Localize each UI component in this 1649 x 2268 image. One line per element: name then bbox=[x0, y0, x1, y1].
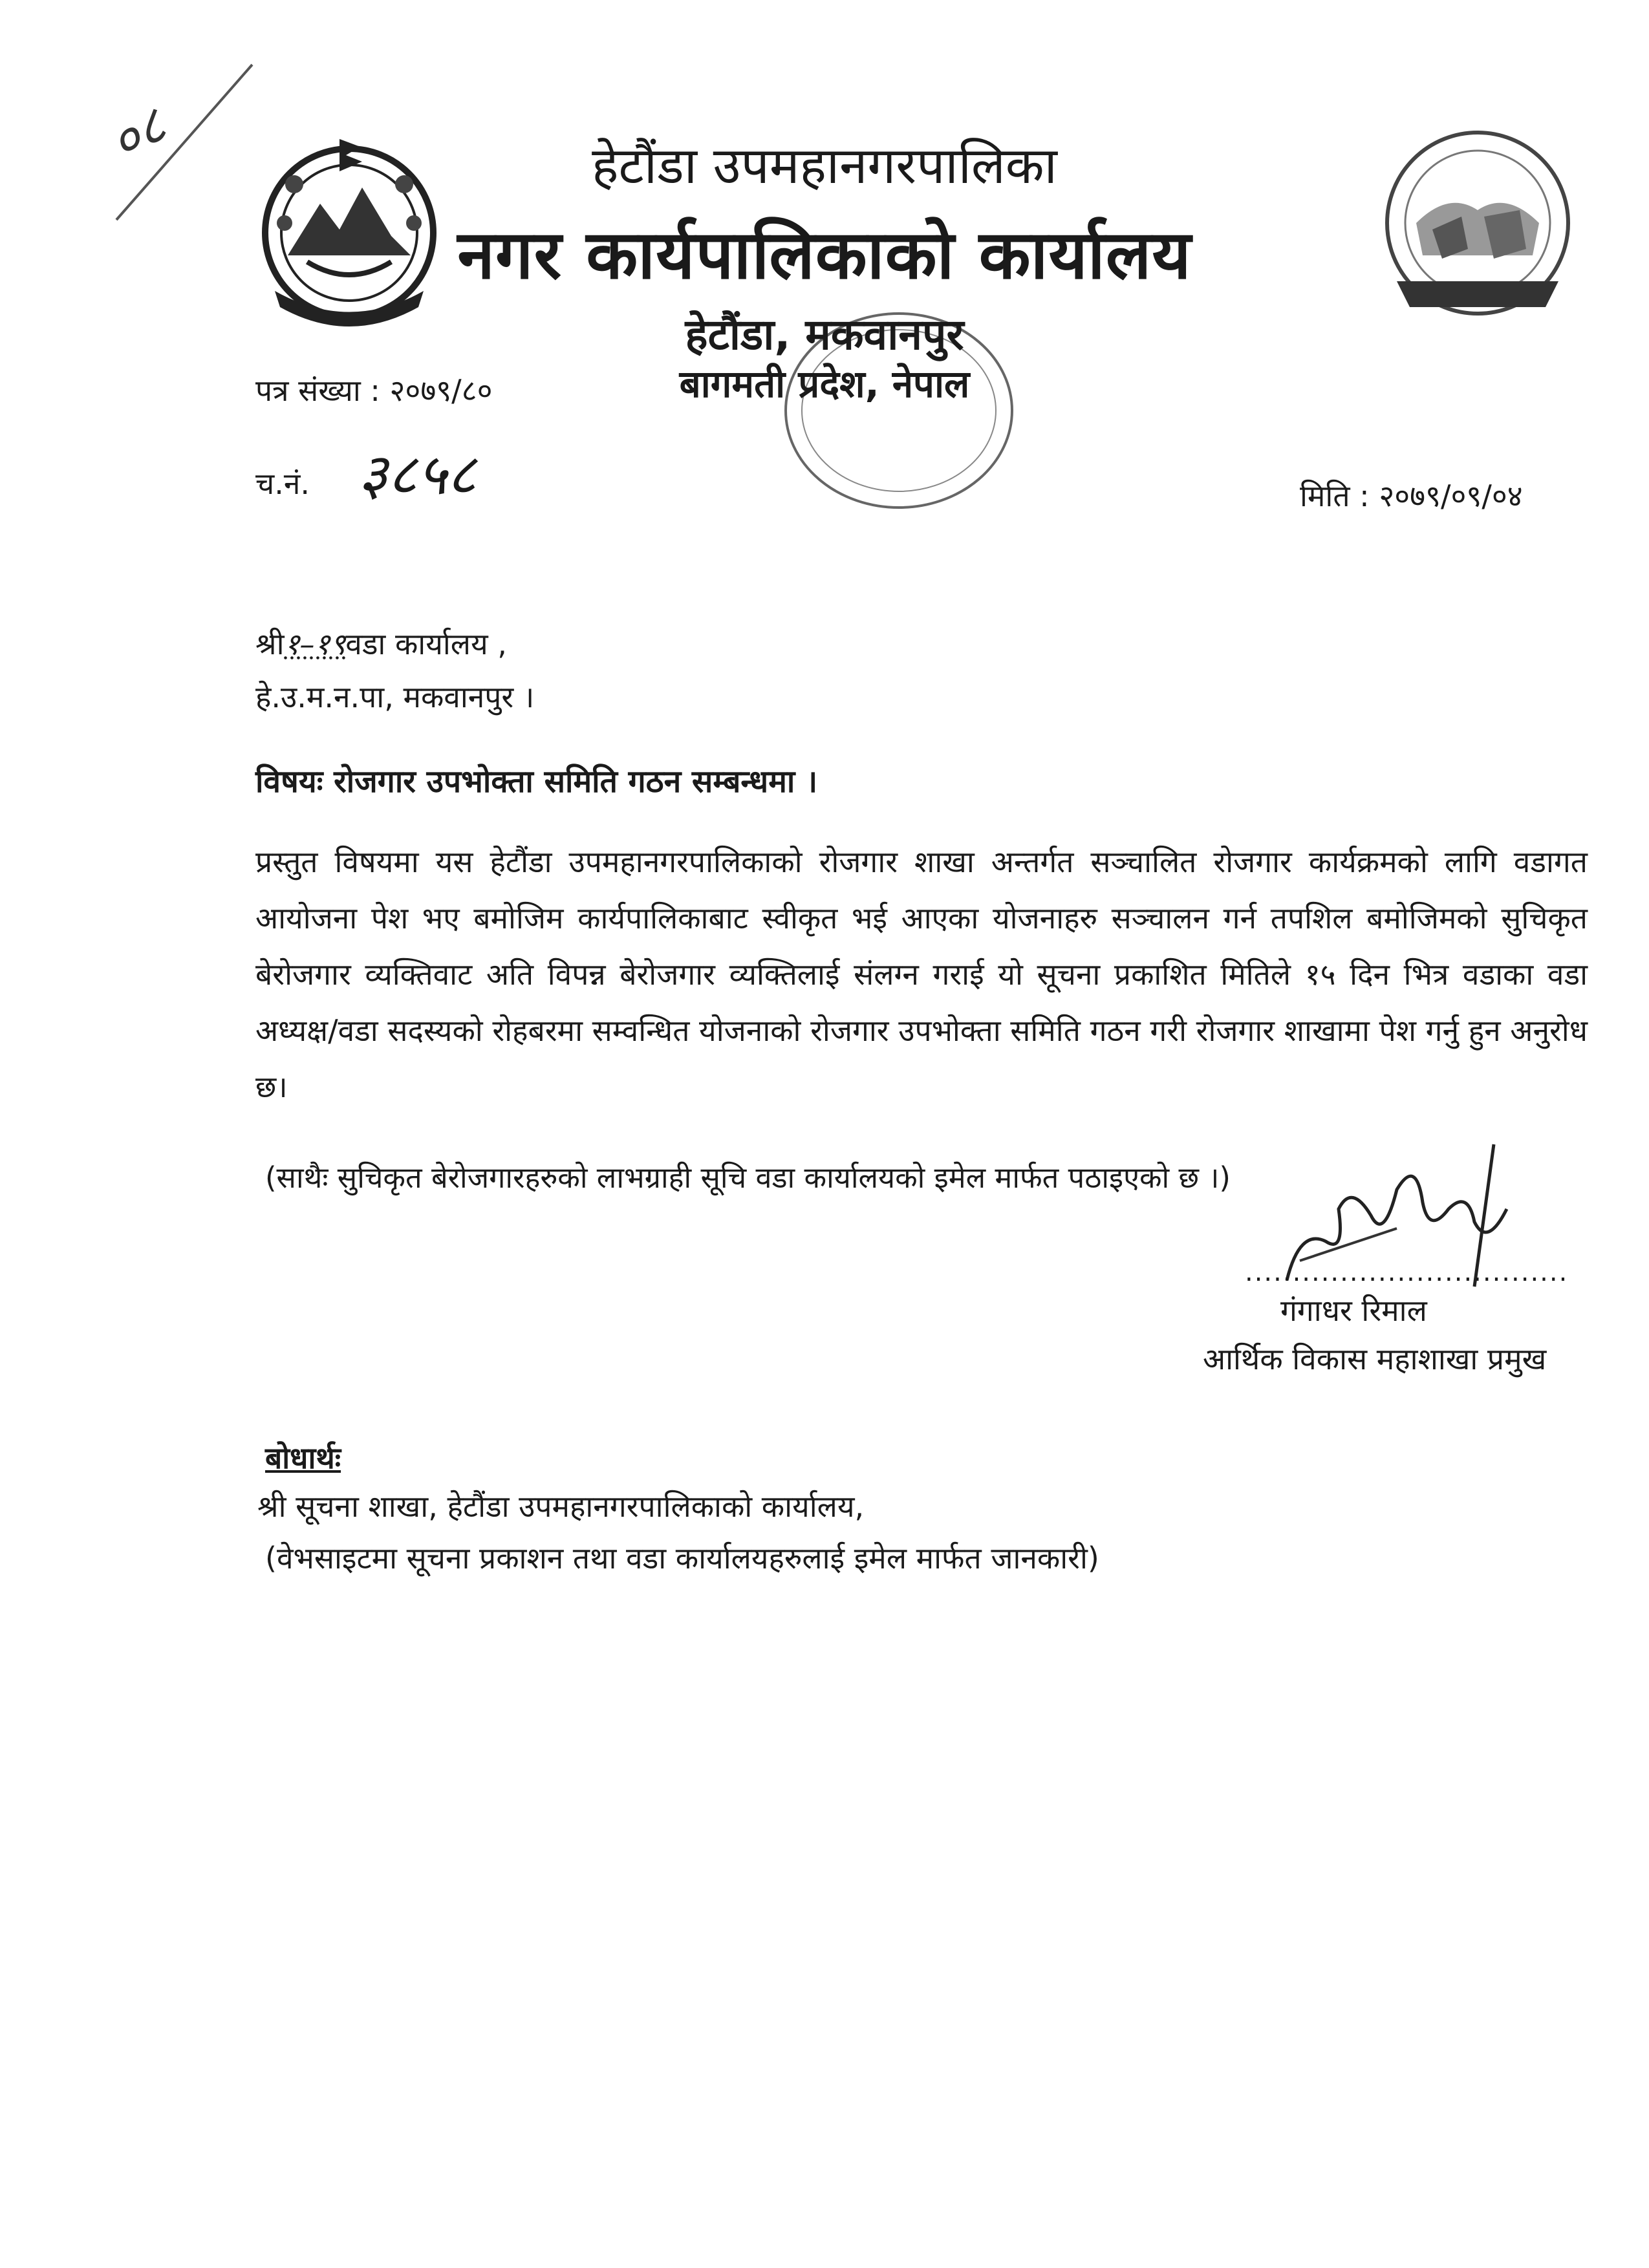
header-province: बागमती प्रदेश, नेपाल bbox=[679, 362, 970, 406]
cc-line-1: श्री सूचना शाखा, हेटौंडा उपमहानगरपालिकाको कार्यालय, bbox=[257, 1489, 865, 1524]
date-value: २०७९/०९/०४ bbox=[1379, 478, 1523, 513]
cc-section bbox=[257, 1435, 1099, 1584]
addressee-line-2: हे.उ.म.न.पा, मकवानपुर । bbox=[255, 679, 535, 714]
signature-dots: .................................. bbox=[1245, 1257, 1569, 1287]
header-location: हेटौंडा, मकवानपुर bbox=[685, 310, 964, 359]
signatory-name: गंगाधर रिमाल bbox=[1280, 1293, 1427, 1328]
dispatch-number-value: ३८५८ bbox=[358, 441, 477, 508]
addressee-line-1 bbox=[255, 617, 534, 670]
dispatch-number-label: च.नं. bbox=[255, 466, 310, 501]
date-label: मिति : bbox=[1300, 478, 1370, 513]
letter-date bbox=[1300, 475, 1523, 515]
attachment-note: (साथैः सुचिकृत बेरोजगारहरुको लाभग्राही सूचि वडा कार्यालयको इमेल मार्फत पठाइएको छ ।) bbox=[265, 1161, 1231, 1195]
dispatch-number bbox=[255, 433, 477, 511]
letter-number-label: पत्र संख्या : bbox=[255, 373, 380, 408]
body-paragraph: प्रस्तुत विषयमा यस हेटौंडा उपमहानगरपालिकाको रोजगार शाखा अन्तर्गत सञ्चालित रोजगार कार्यक्रमको लागि वडागत आयोजना पेश भए बमोजिम कार्यपालिकाबाट स्वीकृत भई आएका योजनाहरु सञ्चालन गर्न तपशिल बमोजिमको सुचिकृत बेरोजगार व्यक्तिवाट अति विपन्न बेरोजगार व्यक्तिलाई संलग्न गराई यो सूचना प्रकाशित मितिले १५ दिन भित्र वडाका वडा अध्यक्ष/वडा सदस्यको रोहबरमा सम्वन्धित योजनाको रोजगार उपभोक्ता समिति गठन गरी रोजगार शाखामा पेश गर्नु हुन अनुरोध छ। bbox=[255, 844, 1588, 1104]
cc-heading: बोधार्थः bbox=[265, 1440, 341, 1475]
letter-number-value: २०७९/८० bbox=[389, 373, 493, 408]
cc-line-2: (वेभसाइटमा सूचना प्रकाशन तथा वडा कार्यालयहरुलाई इमेल मार्फत जानकारी) bbox=[265, 1541, 1099, 1576]
addressee-suffix: वडा कार्यालय , bbox=[345, 626, 507, 661]
header-office: नगर कार्यपालिकाको कार्यालय bbox=[457, 215, 1192, 294]
signatory-title: आर्थिक विकास महाशाखा प्रमुख bbox=[1203, 1342, 1547, 1376]
letter-number bbox=[255, 370, 493, 410]
addressee-prefix: श्री bbox=[255, 626, 285, 661]
corner-handwritten-note: ०८ bbox=[100, 94, 176, 173]
subject-line: विषयः रोजगार उपभोक्ता समिति गठन सम्बन्धमा । bbox=[255, 764, 818, 800]
header-municipality: हेटौंडा उपमहानगरपालिका bbox=[592, 137, 1057, 195]
addressee-ward: १–१९ bbox=[284, 626, 346, 661]
addressee bbox=[255, 617, 534, 723]
